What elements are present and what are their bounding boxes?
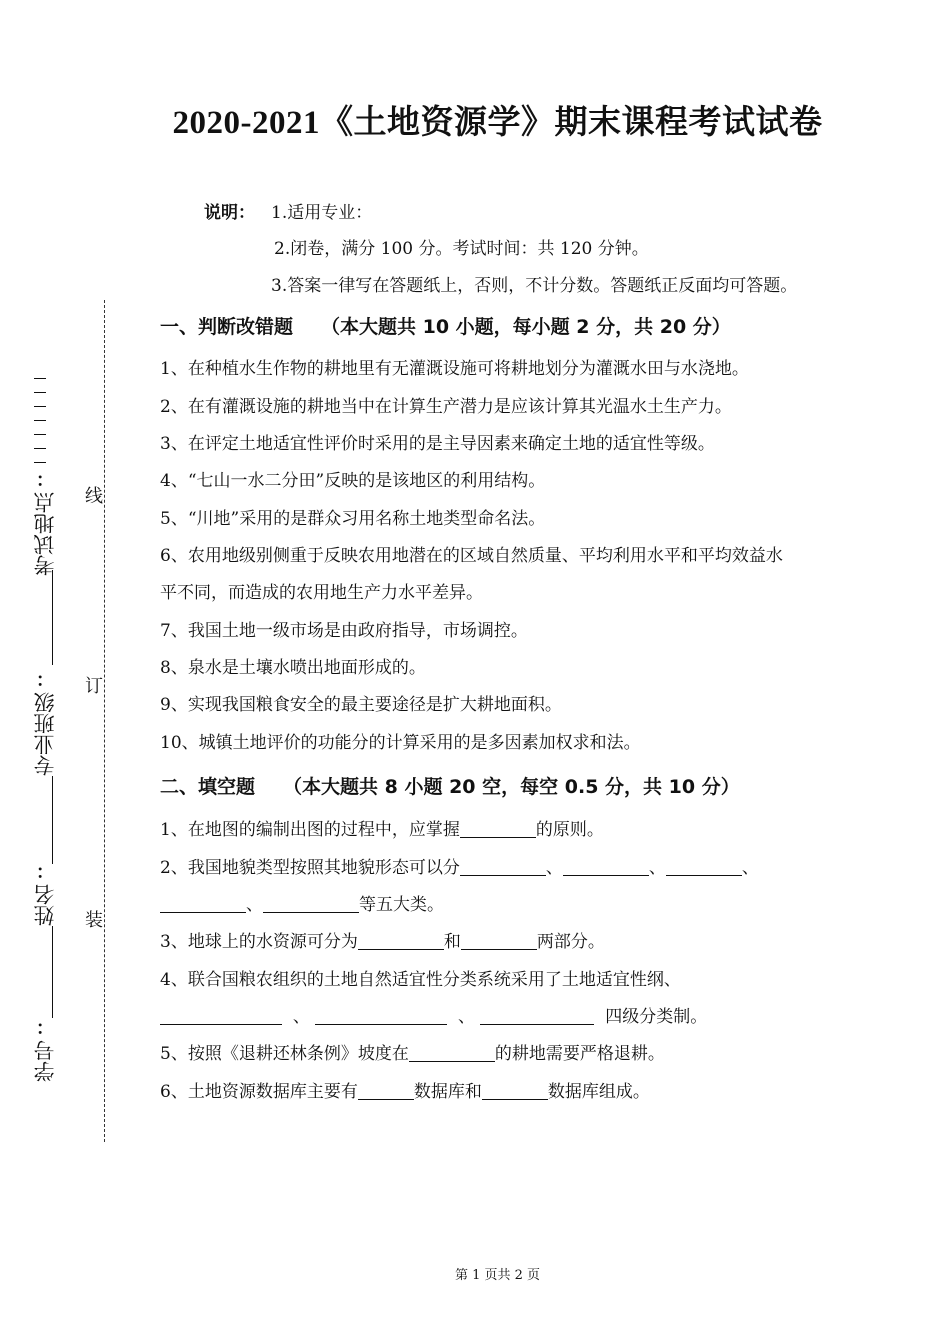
blank-tick xyxy=(34,406,46,407)
question: 10、城镇土地评价的功能分的计算采用的是多因素加权求和法。 xyxy=(160,733,641,753)
section-1-heading xyxy=(160,312,731,339)
fill-question-5 xyxy=(160,1042,665,1066)
answer-blank[interactable] xyxy=(563,857,649,876)
binding-word-xian: 线 xyxy=(85,486,103,507)
question-text: 2、我国地貌类型按照其地貌形态可以分 xyxy=(160,858,460,878)
question: 2、在有灌溉设施的耕地当中在计算生产潜力是应该计算其光温水土生产力。 xyxy=(160,397,732,417)
fill-question-2 xyxy=(160,856,759,880)
exam-location-blank[interactable] xyxy=(52,570,53,665)
colon: ： xyxy=(36,470,54,491)
colon: ： xyxy=(36,862,54,883)
separator: 、 xyxy=(741,858,759,878)
answer-blank[interactable] xyxy=(160,1006,282,1025)
separator: 、 xyxy=(545,858,563,878)
question: 7、我国土地一级市场是由政府指导，市场调控。 xyxy=(160,621,528,641)
fill-question-4 xyxy=(160,968,681,992)
answer-blank[interactable] xyxy=(666,857,742,876)
answer-blank[interactable] xyxy=(160,894,246,913)
fill-question-6 xyxy=(160,1080,650,1104)
section-1-title: 一、判断改错题 xyxy=(160,316,294,338)
answer-blank[interactable] xyxy=(480,1006,594,1025)
name-text: 姓名 xyxy=(33,884,57,926)
answer-blank[interactable] xyxy=(461,931,537,950)
question: 3、在评定土地适宜性评价时采用的是主导因素来确定土地的适宜性等级。 xyxy=(160,434,715,454)
blank-tick xyxy=(34,434,46,435)
question-text: 四级分类制。 xyxy=(605,1007,708,1027)
question-text: 和 xyxy=(443,932,461,952)
page-footer: 第 1 页共 2 页 xyxy=(454,1268,541,1283)
question-text: 1、在地图的编制出图的过程中，应掌握 xyxy=(160,820,460,840)
blank-tick xyxy=(34,378,46,379)
question: 9、实现我国粮食安全的最主要途径是扩大耕地面积。 xyxy=(160,695,562,715)
student-id-text: 学号 xyxy=(33,1040,57,1082)
question-continued: 平不同，而造成的农用地生产力水平差异。 xyxy=(160,583,483,603)
answer-blank[interactable] xyxy=(409,1043,495,1062)
section-2-subtitle: （本大题共 8 小题 20 空，每空 0.5 分，共 10 分） xyxy=(283,776,740,798)
question-text: 6、土地资源数据库主要有 xyxy=(160,1082,358,1102)
answer-blank[interactable] xyxy=(460,819,536,838)
question-text: 两部分。 xyxy=(536,932,605,952)
section-2-title: 二、填空题 xyxy=(160,776,256,798)
fill-question-1 xyxy=(160,818,604,842)
separator: 、 xyxy=(458,1007,476,1027)
major-class-blank[interactable] xyxy=(52,776,53,864)
name-label xyxy=(30,862,60,926)
fill-question-3 xyxy=(160,930,605,954)
blank-tick xyxy=(34,392,46,393)
question-text: 5、按照《退耕还林条例》坡度在 xyxy=(160,1044,409,1064)
colon: ： xyxy=(36,670,54,691)
exam-location-label xyxy=(30,470,60,576)
blank-tick xyxy=(34,448,46,449)
question-text: 等五大类。 xyxy=(359,895,444,915)
separator: 、 xyxy=(292,1007,310,1027)
name-blank[interactable] xyxy=(52,926,53,1018)
question: 1、在种植水生作物的耕地里有无灌溉设施可将耕地划分为灌溉水田与水浇地。 xyxy=(160,359,749,379)
question-text: 3、地球上的水资源可分为 xyxy=(160,932,358,952)
fill-question-2-continued xyxy=(160,893,444,917)
major-class-label xyxy=(30,670,60,776)
question-text: 4、联合国粮农组织的土地自然适宜性分类系统采用了土地适宜性纲、 xyxy=(160,970,681,990)
binding-word-ding: 订 xyxy=(85,676,103,697)
instruction-1: 1.适用专业： xyxy=(271,203,373,223)
fill-question-4-continued xyxy=(160,1005,707,1029)
binding-dashed-line xyxy=(104,300,105,1142)
answer-blank[interactable] xyxy=(460,857,546,876)
question-text: 数据库组成。 xyxy=(547,1082,650,1102)
answer-blank[interactable] xyxy=(263,894,359,913)
question-text: 的耕地需要严格退耕。 xyxy=(494,1044,665,1064)
question: 8、泉水是土壤水喷出地面形成的。 xyxy=(160,658,426,678)
student-id-label xyxy=(30,1018,60,1082)
colon: ： xyxy=(36,1018,54,1039)
major-class-text: 专业班级 xyxy=(33,692,57,776)
separator: 、 xyxy=(648,858,666,878)
answer-blank[interactable] xyxy=(358,1081,414,1100)
exam-title: 2020-2021《土地资源学》期末课程考试试卷 xyxy=(172,105,823,141)
instruction-3: 3.答案一律写在答题纸上，否则，不计分数。答题纸正反面均可答题。 xyxy=(271,276,798,296)
section-2-heading xyxy=(160,772,740,799)
question: 4、“七山一水二分田”反映的是该地区的利用结构。 xyxy=(160,471,546,491)
section-1-subtitle: （本大题共 10 小题，每小题 2 分，共 20 分） xyxy=(321,316,731,338)
instructions-label: 说明： xyxy=(204,203,255,223)
separator: 、 xyxy=(246,895,263,915)
answer-blank[interactable] xyxy=(482,1081,548,1100)
question: 5、“川地”采用的是群众习用名称土地类型命名法。 xyxy=(160,509,546,529)
blank-tick xyxy=(34,462,46,463)
answer-blank[interactable] xyxy=(315,1006,447,1025)
instruction-2: 2.闭卷，满分 100 分。考试时间：共 120 分钟。 xyxy=(274,239,649,259)
question: 6、农用地级别侧重于反映农用地潜在的区域自然质量、平均利用水平和平均效益水 xyxy=(160,546,783,566)
exam-location-text: 考试地点 xyxy=(33,492,57,576)
question-text: 的原则。 xyxy=(535,820,604,840)
question-text: 数据库和 xyxy=(413,1082,482,1102)
blank-tick xyxy=(34,420,46,421)
answer-blank[interactable] xyxy=(358,931,444,950)
binding-word-zhuang: 装 xyxy=(85,910,103,931)
